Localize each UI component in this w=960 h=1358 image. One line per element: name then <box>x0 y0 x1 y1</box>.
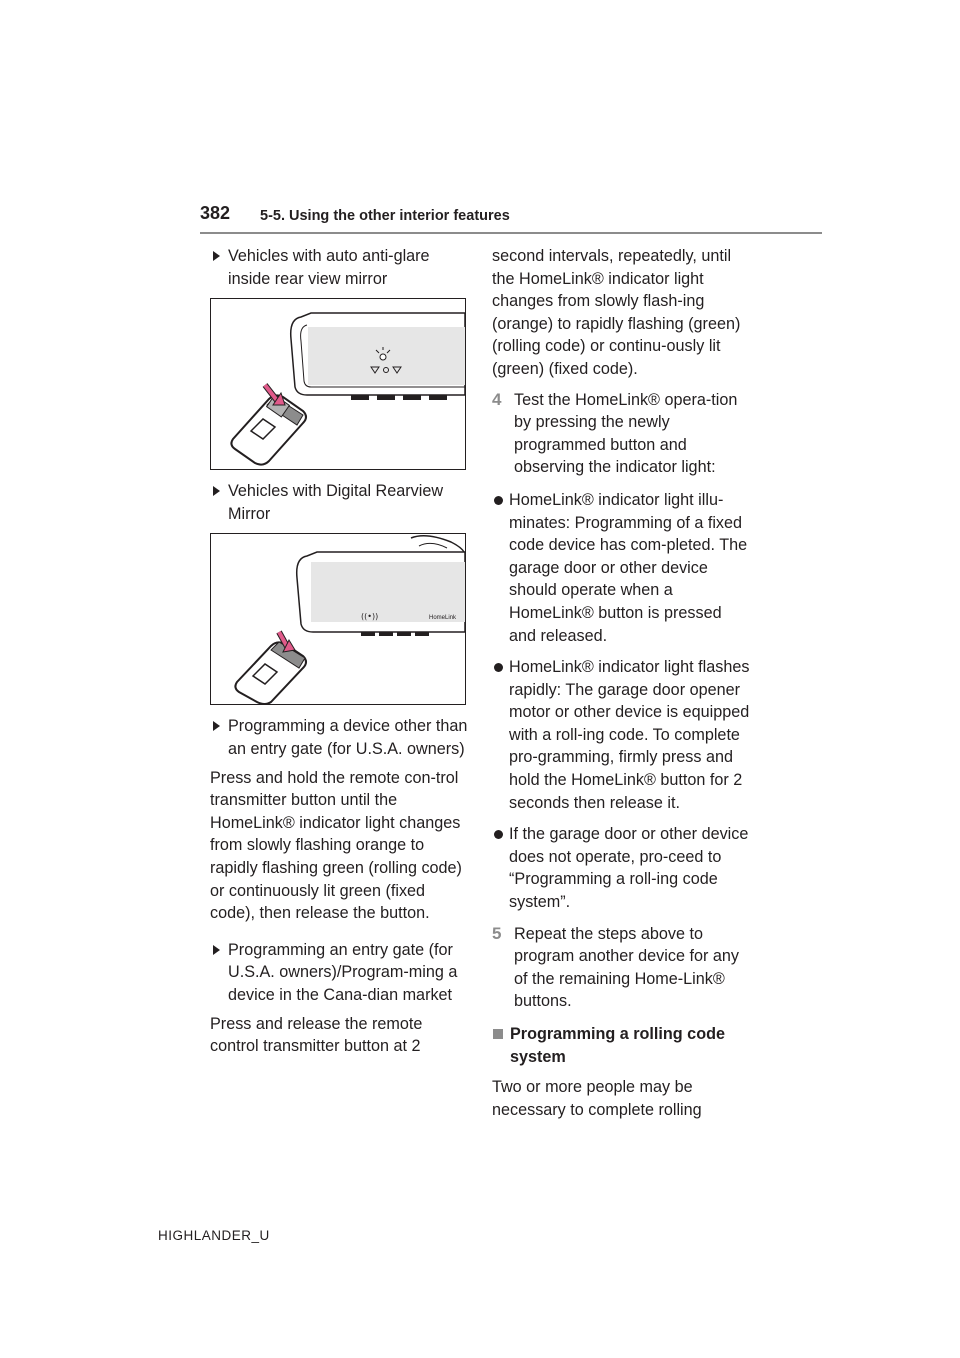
svg-text:((•)): ((•)) <box>361 612 379 622</box>
paragraph-press-release: Press and release the remote control transmitter button at 2 <box>210 1014 423 1056</box>
bullet-text: HomeLink® indicator light illu-minates: Programming of a fixed code device has com-pleted. The garage door or other device should operate when a HomeLink® button is pressed and released. <box>509 490 748 645</box>
step-text: Test the HomeLink® opera-tion by pressing the newly programmed button and observing the indicator light: <box>514 390 738 477</box>
bullet-text: HomeLink® indicator light flashes rapidly: The garage door opener motor or other device is equipped with a roll-ing code. To complete pro-gramming, firmly press and hold the HomeLink® button for 2 seconds then release it. <box>509 658 750 812</box>
condition-digital-rearview <box>210 480 468 525</box>
footer-model: HIGHLANDER_U <box>158 1228 270 1243</box>
arrow-icon <box>213 251 220 261</box>
bullet-flashes-rapidly <box>492 656 750 814</box>
heading-text: Programming a rolling code system <box>510 1025 725 1066</box>
arrow-icon <box>213 486 220 496</box>
section-title: 5-5. Using the other interior features <box>260 208 510 224</box>
step-number: 5 <box>492 923 502 943</box>
arrow-icon <box>213 721 220 731</box>
illustration-digital-rearview-mirror <box>210 533 466 705</box>
illustration-auto-anti-glare-mirror <box>210 298 466 470</box>
step-number: 4 <box>492 389 502 409</box>
condition-non-entry-gate <box>210 715 468 760</box>
paragraph-press-hold: Press and hold the remote con-trol transmitter button until the HomeLink® indicator light changes from slowly flashing orange to rapidly flashing green (rolling code) or continuously lit green (fixed code), then release the button. <box>210 768 462 923</box>
condition-entry-gate <box>210 939 468 1007</box>
bullet-dot <box>494 496 503 505</box>
step-4 <box>492 389 750 479</box>
condition-text: Programming an entry gate (for U.S.A. owners)/Program-ming a device in the Cana-dian market <box>228 940 458 1004</box>
bullet-does-not-operate <box>492 823 750 913</box>
arrow-icon <box>213 945 220 955</box>
condition-text: Vehicles with auto anti-glare inside rear view mirror <box>228 247 430 288</box>
right-column <box>492 245 750 1129</box>
heading-rolling-code <box>492 1023 750 1068</box>
bullet-illuminates <box>492 489 750 647</box>
bullet-text: If the garage door or other device does not operate, pro-ceed to “Programming a roll-ing code system”. <box>509 825 749 912</box>
condition-auto-anti-glare <box>210 245 468 290</box>
square-bullet-icon <box>493 1029 503 1039</box>
header-rule <box>200 232 822 234</box>
bullet-dot <box>494 663 503 672</box>
page-number: 382 <box>200 203 231 223</box>
homelink-label: HomeLink <box>429 615 457 622</box>
condition-text: Vehicles with Digital Rearview Mirror <box>228 482 444 523</box>
paragraph-continued: second intervals, repeatedly, until the HomeLink® indicator light changes from slowly flash-ing (orange) to rapidly flashing (green) (rolling code) or continu-ously lit (green) (fixed code). <box>492 247 741 378</box>
step-5 <box>492 923 750 1013</box>
condition-text: Programming a device other than an entry gate (for U.S.A. owners) <box>228 717 468 758</box>
step-text: Repeat the steps above to program another device for any of the remaining Home-Link® buttons. <box>514 924 739 1011</box>
paragraph-rolling-code: Two or more people may be necessary to complete rolling <box>492 1078 702 1119</box>
left-column <box>210 245 468 1066</box>
bullet-dot <box>494 830 503 839</box>
